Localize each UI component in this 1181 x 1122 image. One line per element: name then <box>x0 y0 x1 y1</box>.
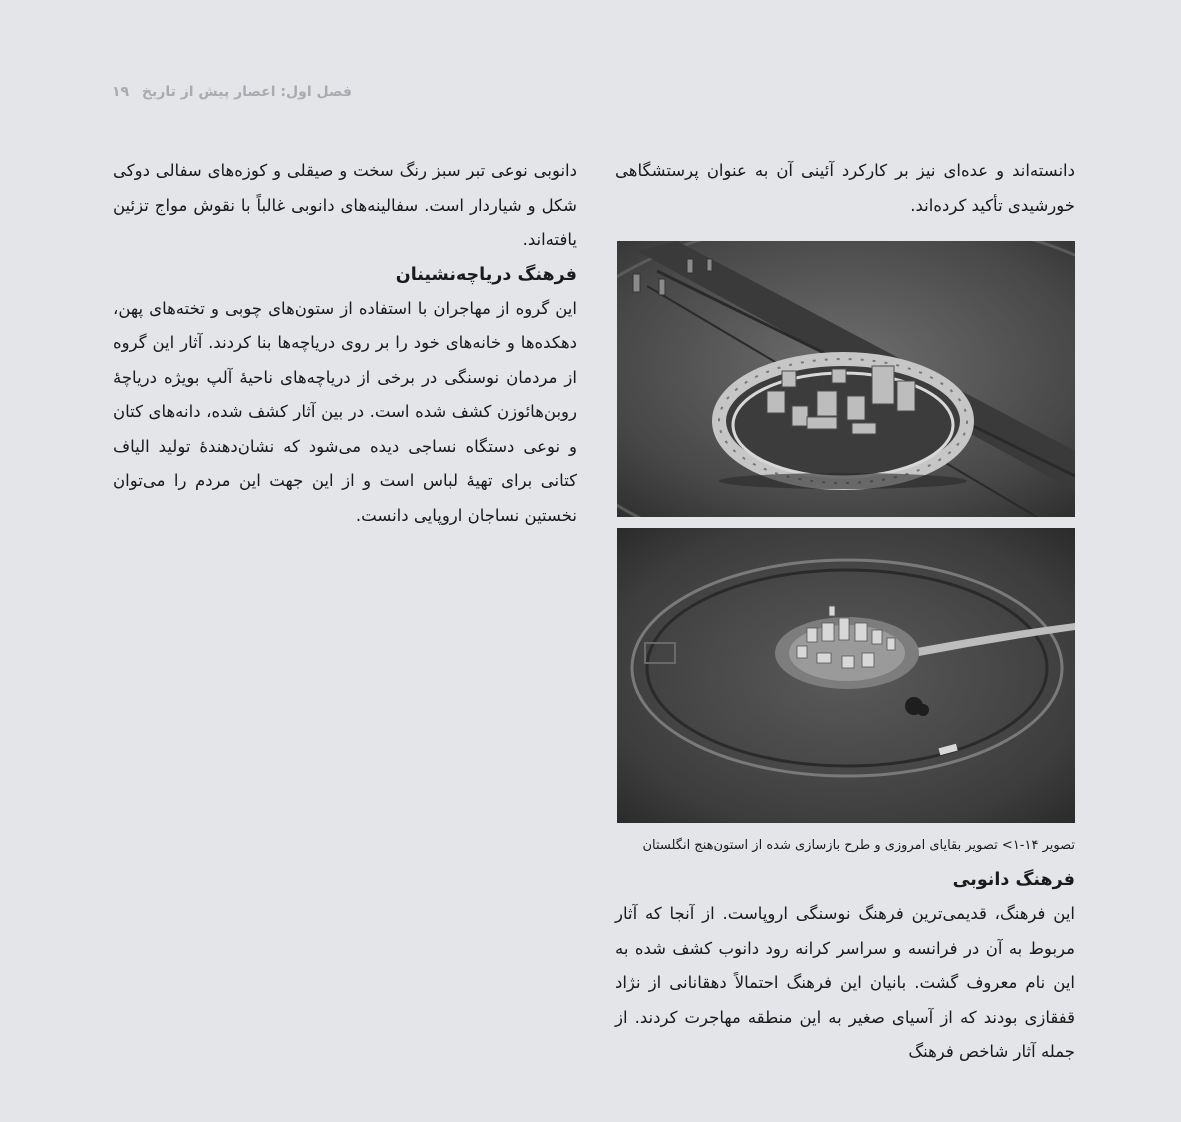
danube-section <box>615 863 1075 1070</box>
lake-dwellers-paragraph: این گروه از مهاجران با استفاده از ستون‌های چوبی و تخته‌های پهن، دهکده‌ها و خانه‌های خود را بر روی دریاچه‌ها بنا کردند. آثار این گروه از مردمان نوسنگی در برخی از دریاچه‌های ناحیهٔ آلپ بویژه دریاچهٔ روبن‌هائوزن کشف شده است. در بین آثار کشف شده، دانه‌های کتان و نوعی دستگاه نساجی دیده می‌شود که نشان‌دهندهٔ تولید الیاف کتانی برای تهیهٔ لباس است و از این جهت این مردم را می‌توان نخستین نساجان اروپایی دانست. <box>113 298 577 525</box>
figure-caption: تصویر ۱۴-۱> تصویر بقایای امروزی و طرح بازسازی شده از استون‌هنج انگلستان <box>642 838 1075 853</box>
danube-paragraph: این فرهنگ، قدیمی‌ترین فرهنگ نوسنگی اروپاست. از آنجا که آثار مربوط به آن در فرانسه و سراسر کرانه رود دانوب کشف شده به این نام معروف گشت. بانیان این فرهنگ احتمالاً دهقانانی از نژاد قفقازی بودند که از آسیای صغیر به این منطقه مهاجرت کردند. از جمله آثار شاخص فرهنگ <box>615 904 1075 1061</box>
stonehenge-aerial-photo <box>617 528 1075 823</box>
lake-dwellers-heading: فرهنگ دریاچه‌نشینان <box>395 264 577 285</box>
left-column <box>113 154 577 533</box>
page-number: ۱۹ <box>112 84 130 100</box>
chapter-title: فصل اول: اعصار پیش از تاریخ <box>141 84 352 100</box>
stonehenge-reconstruction-image <box>617 241 1075 517</box>
danube-heading: فرهنگ دانوبی <box>952 870 1075 890</box>
running-head <box>112 84 352 104</box>
intro-paragraph: دانسته‌اند و عده‌ای نیز بر کارکرد آئینی آن به عنوان پرستشگاهی خورشیدی تأکید کرده‌اند. <box>615 161 1075 215</box>
danube-continuation: دانوبی نوعی تبر سبز رنگ سخت و صیقلی و کوزه‌های سفالی دوکی شکل و شیاردار است. سفالینه‌های دانوبی غالباً با نقوش مواج تزئین یافته‌اند. <box>113 161 577 249</box>
right-column-intro <box>615 154 1075 223</box>
